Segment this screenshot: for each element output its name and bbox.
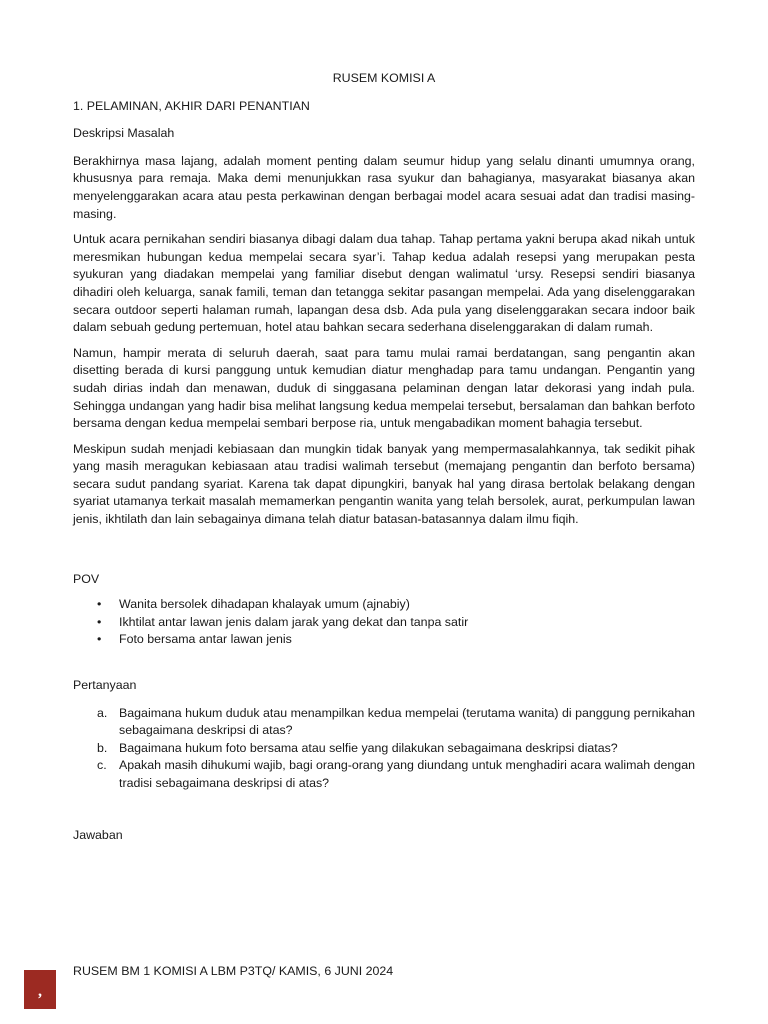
list-item (73, 740, 695, 758)
footer-text: RUSEM BM 1 KOMISI A LBM P3TQ/ KAMIS, 6 JUNI 2024 (73, 964, 394, 978)
paragraph: Berakhirnya masa lajang, adalah moment penting dalam seumur hidup yang selalu dinanti umumnya orang, khususnya para remaja. Maka demi menunjukkan rasa syukur dan bahagianya, masyarakat biasanya akan menyelenggarakan acara atau pesta perkawinan dengan berbagai model acara sesuai adat dan tradisi masing-masing. (73, 153, 695, 221)
pov-item-text: Wanita bersolek dihadapan khalayak umum (ajnabiy) (119, 597, 410, 612)
pov-list (73, 596, 695, 649)
questions-label: Pertanyaan (73, 678, 137, 693)
list-item (73, 757, 695, 792)
question-marker: c. (97, 758, 107, 773)
document-title: RUSEM KOMISI A (332, 71, 436, 85)
section-heading: 1. PELAMINAN, AKHIR DARI PENANTIAN (73, 98, 310, 113)
question-marker: a. (97, 705, 108, 720)
paragraph: Namun, hampir merata di seluruh daerah, saat para tamu mulai ramai berdatangan, sang pengantin akan disetting berada di kursi panggung untuk kemudian diatur menghadap para tamu undangan. Pengantin yang sudah dirias indah dan menawan, duduk di singgasana pelaminan dengan latar dekorasi yang indah pula. Sehingga undangan yang hadir bisa melihat langsung kedua mempelai tersebut, bersalaman dan bahkan berfoto bersama dengan kedua mempelai sembari berpose ria, untuk mengabadikan moment bahagia tersebut. (73, 345, 695, 431)
question-list (73, 705, 695, 793)
list-item (73, 705, 695, 740)
paragraph: Untuk acara pernikahan sendiri biasanya dibagi dalam dua tahap. Tahap pertama yakni berupa akad nikah untuk meresmikan hubungan kedua mempelai secara syar’i. Tahap kedua adalah resepsi yang merupakan pesta syukuran yang diadakan mempelai yang familiar disebut dengan walimatul ‘ursy. Resepsi sendiri biasanya dihadiri oleh keluarga, sanak famili, teman dan tetangga sekitar pasangan mempelai. Ada yang diselenggarakan secara outdoor seperti halaman rumah, lapangan desa dsb. Ada pula yang diselenggarakan secara indoor baik dalam sebuah gedung pertemuan, hotel atau bahkan secara sederhana diselenggarakan di dalam rumah. (73, 232, 695, 335)
list-item (73, 596, 695, 614)
bullet-icon: • (97, 614, 102, 629)
document-page (73, 70, 695, 844)
question-text: Bagaimana hukum foto bersama atau selfie yang dilakukan sebagaimana deskripsi diatas? (119, 740, 618, 755)
answer-label: Jawaban (73, 827, 123, 842)
bullet-icon: • (97, 632, 102, 647)
pov-item-text: Ikhtilat antar lawan jenis dalam jarak yang dekat dan tanpa satir (119, 614, 469, 629)
question-text: Apakah masih dihukumi wajib, bagi orang-orang yang diundang untuk menghadiri acara walimah dengan tradisi sebagaimana deskripsi di atas? (119, 758, 695, 790)
description-label: Deskripsi Masalah (73, 126, 175, 141)
page-marker: , (24, 970, 56, 1009)
pov-label: POV (73, 571, 100, 586)
question-text: Bagaimana hukum duduk atau menampilkan kedua mempelai (terutama wanita) di panggung pernikahan sebagaimana deskripsi di atas? (119, 705, 695, 738)
question-marker: b. (97, 740, 108, 755)
paragraph: Meskipun sudah menjadi kebiasaan dan mungkin tidak banyak yang mempermasalahkannya, tak sedikit pihak yang masih meragukan kebiasaan atau tradisi walimah tersebut (memajang pengantin dan berfoto bersama) secara sudut pandang syariat. Karena tak dapat dipungkiri, banyak hal yang dirasa bertolak belakang dengan syariat utamanya terkait masalah memamerkan pengantin wanita yang telah bersolek, aurat, perkumpulan lawan jenis, ikhtilath dan lain sebagainya dimana telah diatur batasan-batasannya dalam ilmu fiqih. (73, 441, 695, 527)
bullet-icon: • (97, 597, 102, 612)
list-item (73, 614, 695, 632)
pov-item-text: Foto bersama antar lawan jenis (119, 632, 292, 647)
list-item (73, 631, 695, 649)
